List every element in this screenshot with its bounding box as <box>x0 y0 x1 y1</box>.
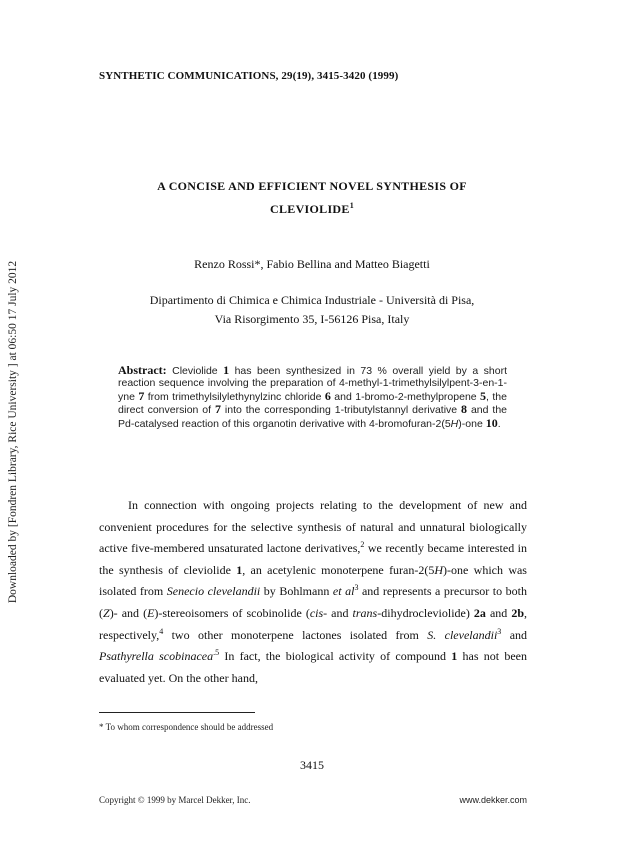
body-text: , respectively, <box>99 605 527 642</box>
body-text: )- and ( <box>109 605 148 620</box>
species-name: Psathyrella scobinacea <box>99 649 214 664</box>
author-list: Renzo Rossi*, Fabio Bellina and Matteo Biagetti <box>194 257 430 271</box>
page-number: 3415 <box>300 758 324 772</box>
title-word: CLEVIOLIDE <box>270 202 350 216</box>
title-reference: 1 <box>349 201 354 210</box>
compound-number: 7 <box>138 388 145 403</box>
body-text: - and <box>323 605 353 620</box>
abstract-text: Cleviolide <box>166 365 224 377</box>
reference-marker: 3 <box>497 626 502 636</box>
download-note: Downloaded by [Fondren Library, Rice University ] at 06:50 17 July 2012 <box>7 260 19 604</box>
abstract-text: has been synthesized in 73 % overall yield by a short reaction sequence involving the preparation of 4-methyl-1-trimethylsilylpent-3-en-1-yne <box>118 365 508 403</box>
stereo-prefix: cis <box>309 605 324 620</box>
affiliation-line-1: Dipartimento di Chimica e Chimica Industriale - Università di Pisa, <box>149 293 475 307</box>
reference-marker: 3 <box>354 583 359 593</box>
abstract-text: )-one <box>458 417 486 430</box>
body-text: )-one which was isolated from <box>99 562 527 599</box>
abstract-text: , the direct conversion of <box>118 390 507 417</box>
compound-number: 1 <box>451 649 458 664</box>
stereo-descriptor: Z <box>103 605 110 620</box>
abstract-text: and 1-bromo-2-methylpropene <box>330 390 481 403</box>
reference-marker: .5 <box>213 648 220 658</box>
abstract-label: Abstract: <box>118 363 167 377</box>
body-text: two other monoterpene lactones isolated from <box>163 627 428 642</box>
body-text: we recently became interested in the synthesis of cleviolide <box>99 541 528 577</box>
download-watermark <box>4 232 22 632</box>
paragraph <box>99 495 527 689</box>
species-name: S. clevelandii <box>427 627 498 642</box>
stereo-descriptor: E <box>147 605 155 620</box>
reference-marker: 4 <box>159 626 164 636</box>
publisher-url: www.dekker.com <box>459 795 527 805</box>
body-text: by Bohlmann <box>260 584 333 599</box>
compound-number: 5 <box>480 388 487 403</box>
abstract-text: from trimethylsilylethynylzinc chloride <box>144 390 325 403</box>
journal-header: SYNTHETIC COMMUNICATIONS, 29(19), 3415-3420 (1999) <box>99 70 399 82</box>
body-text: has not been evaluated yet. On the other hand, <box>99 649 527 685</box>
body-text: -dihydrocleviolide) <box>377 605 474 620</box>
copyright-notice: Copyright © 1999 by Marcel Dekker, Inc. <box>99 795 251 805</box>
compound-number: 7 <box>214 402 221 417</box>
body-text: and <box>501 627 528 642</box>
body-text: In fact, the biological activity of compound <box>219 649 452 664</box>
abstract-text: . <box>497 417 501 430</box>
body-text: In connection with ongoing projects relating to the development of new and convenient procedures for the selective synthesis of natural and unnatural biologically active five-membered unsaturated lactone derivatives, <box>99 498 527 556</box>
species-name: Senecio clevelandii <box>166 584 261 599</box>
compound-number: 8 <box>461 402 468 417</box>
abstract-text: into the corresponding 1-tributylstannyl derivative <box>220 404 462 417</box>
affiliation-line-2: Via Risorgimento 35, I-56126 Pisa, Italy <box>214 312 410 326</box>
compound-number: 2a <box>473 605 486 620</box>
body-text: and <box>485 605 512 620</box>
title-line-1: A CONCISE AND EFFICIENT NOVEL SYNTHESIS OF <box>157 179 467 193</box>
compound-number: 1 <box>236 562 243 577</box>
italic-h: H <box>450 417 459 430</box>
stereo-prefix: trans <box>352 605 378 620</box>
compound-number: 1 <box>223 363 230 377</box>
body-text: and represents a precursor to both ( <box>99 584 527 620</box>
compound-number: 6 <box>324 388 331 403</box>
et-al: et al <box>332 584 355 599</box>
affiliation <box>96 291 528 329</box>
body-text: , an acetylenic monoterpene furan-2(5 <box>242 562 435 577</box>
article-title <box>96 176 528 219</box>
abstract <box>118 364 507 430</box>
body-paragraph <box>99 495 527 689</box>
abstract-text: and the Pd-catalysed reaction of this organotin derivative with 4-bromofuran-2(5 <box>118 404 508 430</box>
reference-marker: 2 <box>360 540 365 550</box>
footnote-divider <box>99 712 255 713</box>
compound-number: 2b <box>511 605 524 620</box>
compound-number: 10 <box>485 415 498 430</box>
footnote: * To whom correspondence should be addressed <box>99 722 274 732</box>
italic-h: H <box>434 562 444 577</box>
body-text: )-stereoisomers of scobinolide ( <box>154 605 310 620</box>
title-line-2 <box>96 196 528 219</box>
